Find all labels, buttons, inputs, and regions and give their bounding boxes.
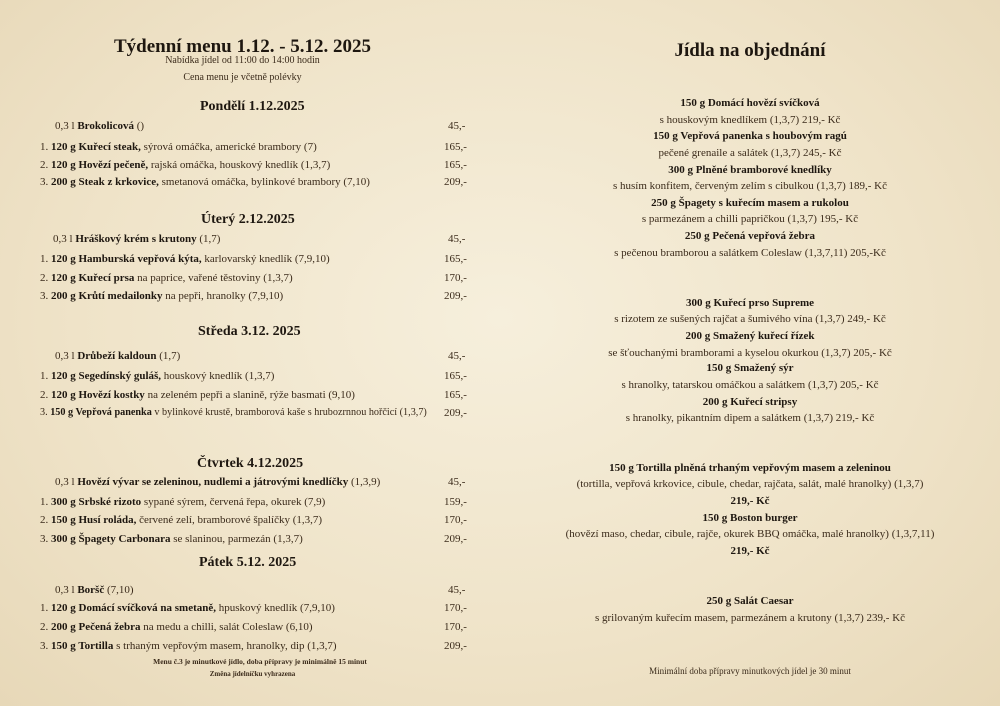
item-qty: 200 g: [51, 621, 79, 633]
dish-title: 219,- Kč: [730, 545, 770, 557]
item-description: na medu a chilli, salát Coleslaw (6,10): [140, 621, 313, 633]
dish-detail: s pečenou bramborou a salátkem Coleslaw (1,3,7,11) 205,-Kč: [614, 247, 886, 259]
menu-item: [40, 290, 283, 302]
soup-row: [55, 476, 380, 488]
item-name: Krůtí medailonky: [78, 290, 163, 302]
weekly-menu-title: Týdenní menu 1.12. - 5.12. 2025: [113, 36, 372, 57]
dish-title: 250 g Špagety s kuřecím masem a rukolou: [651, 197, 849, 209]
day-heading: Středa 3.12. 2025: [198, 324, 301, 339]
item-description: sypané sýrem, červená řepa, okurek (7,9): [141, 496, 326, 508]
menu-item: [40, 640, 337, 652]
item-price: 209,-: [444, 176, 467, 188]
dish-title: 150 g Domácí hovězí svíčková: [680, 97, 820, 109]
item-name: Tortilla: [78, 640, 114, 652]
menu-item: [40, 602, 335, 614]
item-description: hpuskový knedlík (7,9,10): [216, 602, 335, 614]
item-name: Steak z krkovice,: [78, 176, 159, 188]
item-price: 165,-: [444, 370, 467, 382]
soup-row: [53, 233, 220, 245]
item-number: 2.: [40, 621, 51, 633]
soup-name: Hovězí vývar se zeleninou, nudlemi a játrovými knedlíčky: [77, 476, 349, 488]
soup-qty: 0,3 l: [53, 233, 76, 245]
item-qty: 120 g: [51, 370, 79, 382]
minute-dish-note: Menu č.3 je minutkové jídlo, doba přípravy je minimálně 15 minut: [153, 657, 367, 666]
soup-name: Boršč: [77, 584, 105, 596]
item-name: Hovězí kostky: [78, 389, 145, 401]
day-heading: Úterý 2.12.2025: [201, 212, 295, 227]
soup-name: Brokolicová: [77, 120, 134, 132]
item-qty: 200 g: [51, 176, 79, 188]
dish-detail: s rizotem ze sušených rajčat a šumivého vína (1,3,7) 249,- Kč: [614, 313, 886, 325]
soup-allergens: (1,7): [156, 350, 181, 362]
item-qty: 120 g: [51, 159, 79, 171]
menu-item: [40, 159, 330, 171]
menu-item: [40, 253, 330, 265]
day-heading: Čtvrtek 4.12.2025: [197, 456, 304, 471]
item-price: 170,-: [444, 514, 467, 526]
item-number: 2.: [40, 159, 51, 171]
menu-item: [40, 141, 317, 153]
item-description: s trhaným vepřovým masem, hranolky, dip (1,3,7): [113, 640, 337, 652]
item-name: Pečená žebra: [78, 621, 141, 633]
item-price: 165,-: [444, 253, 467, 265]
item-number: 3.: [40, 640, 51, 652]
soup-row: [55, 120, 144, 132]
item-price: 209,-: [444, 407, 467, 419]
item-description: se slaninou, parmezán (1,3,7): [170, 533, 303, 545]
dish-title: 250 g Salát Caesar: [706, 595, 794, 607]
soup-name: Hráškový krém s krutony: [75, 233, 197, 245]
menu-item: [40, 533, 303, 545]
item-price: 170,-: [444, 621, 467, 633]
dish-title: 250 g Pečená vepřová žebra: [684, 230, 816, 242]
item-number: 1.: [40, 141, 51, 153]
soup-row: [55, 584, 134, 596]
soup-qty: 0,3 l: [55, 350, 78, 362]
item-price: 170,-: [444, 272, 467, 284]
item-qty: 150 g: [50, 407, 76, 418]
item-qty: 120 g: [51, 389, 79, 401]
soup-qty: 0,3 l: [55, 584, 78, 596]
item-description: smetanová omáčka, bylinkové brambory (7,10): [158, 176, 370, 188]
item-qty: 150 g: [51, 640, 79, 652]
menu-item: [40, 176, 370, 188]
dish-title: 219,- Kč: [730, 495, 770, 507]
soup-price: 45,-: [448, 476, 466, 488]
soup-price: 45,-: [448, 584, 466, 596]
item-description: rajská omáčka, houskový knedlík (1,3,7): [148, 159, 331, 171]
soup-row: [55, 350, 180, 362]
item-name: Srbské rizoto: [78, 496, 142, 508]
menu-item: [40, 272, 293, 284]
dish-title: 150 g Tortilla plněná trhaným vepřovým masem a zeleninou: [609, 462, 891, 474]
soup-price: 45,-: [448, 350, 466, 362]
item-description: na pepři, hranolky (7,9,10): [162, 290, 284, 302]
item-name: Segedínský guláš,: [78, 370, 162, 382]
item-description: houskový knedlík (1,3,7): [161, 370, 275, 382]
item-qty: 200 g: [51, 290, 79, 302]
soup-qty: 0,3 l: [55, 476, 78, 488]
item-number: 1.: [40, 602, 51, 614]
item-qty: 300 g: [51, 533, 79, 545]
item-name: Domácí svíčková na smetaně,: [78, 602, 216, 614]
dish-detail: pečené grenaile a salátek (1,3,7) 245,- Kč: [658, 147, 842, 159]
soup-allergens: (1,7): [196, 233, 221, 245]
item-number: 1.: [40, 496, 51, 508]
dish-title: 150 g Boston burger: [702, 512, 798, 524]
dish-title: 300 g Plněné bramborové knedlíky: [668, 164, 832, 176]
dish-title: 150 g Vepřová panenka s houbovým ragú: [653, 130, 847, 142]
order-prep-time-note: Minimální doba přípravy minutkových jídel je 30 minut: [649, 666, 851, 676]
soup-allergens: (1,3,9): [348, 476, 381, 488]
item-number: 1.: [40, 253, 51, 265]
dish-title: 200 g Smažený kuřecí řízek: [685, 330, 815, 342]
menu-item: [40, 407, 427, 418]
soup-qty: 0,3 l: [55, 120, 78, 132]
item-price: 209,-: [444, 640, 467, 652]
order-menu-title: Jídla na objednání: [674, 40, 826, 61]
day-heading: Pátek 5.12. 2025: [199, 555, 297, 570]
item-qty: 150 g: [51, 514, 79, 526]
dish-title: 200 g Kuřecí stripsy: [702, 396, 798, 408]
item-price: 209,-: [444, 290, 467, 302]
item-price: 170,-: [444, 602, 467, 614]
item-qty: 120 g: [51, 272, 79, 284]
item-price: 165,-: [444, 159, 467, 171]
item-number: 3.: [40, 533, 51, 545]
item-number: 3.: [40, 407, 51, 418]
item-name: Špagety Carbonara: [78, 533, 171, 545]
order-menu-page: [500, 0, 1000, 706]
dish-title: 150 g Smažený sýr: [706, 362, 794, 374]
dish-detail: s hranolky, tatarskou omáčkou a salátkem (1,3,7) 205,- Kč: [621, 379, 879, 391]
menu-item: [40, 389, 355, 401]
dish-detail: (hovězí maso, chedar, cibule, rajče, okurek BBQ omáčka, malé hranolky) (1,3,7,11): [565, 528, 935, 540]
dish-title: 300 g Kuřecí prso Supreme: [685, 297, 815, 309]
dish-detail: s hranolky, pikantním dipem a salátkem (1,3,7) 219,- Kč: [625, 412, 875, 424]
item-number: 3.: [40, 290, 51, 302]
menu-hours-subtitle: Nabídka jídel od 11:00 do 14:00 hodin: [165, 55, 320, 66]
item-number: 2.: [40, 272, 51, 284]
item-name: Hovězí pečeně,: [78, 159, 149, 171]
menu-item: [40, 621, 312, 633]
item-qty: 120 g: [51, 253, 79, 265]
dish-detail: s houskovým knedlíkem (1,3,7) 219,- Kč: [659, 114, 841, 126]
item-name: Vepřová panenka: [75, 407, 152, 418]
soup-price: 45,-: [448, 120, 466, 132]
item-description: na paprice, vařené těstoviny (1,3,7): [134, 272, 293, 284]
dish-detail: s grilovaným kuřecím masem, parmezánem a krutony (1,3,7) 239,- Kč: [594, 612, 906, 624]
soup-allergens: (7,10): [104, 584, 134, 596]
soup-price: 45,-: [448, 233, 466, 245]
item-number: 3.: [40, 176, 51, 188]
item-description: karlovarský knedlík (7,9,10): [201, 253, 330, 265]
menu-change-note: Změna jídelníčku vyhrazena: [209, 670, 296, 678]
item-qty: 120 g: [51, 141, 79, 153]
dish-detail: (tortilla, vepřová krkovice, cibule, chedar, rajčata, salát, malé hranolky) (1,3,7): [576, 478, 924, 490]
item-description: červené zelí, bramborové špalíčky (1,3,7): [136, 514, 323, 526]
menu-item: [40, 514, 322, 526]
item-name: Husí roláda,: [78, 514, 137, 526]
item-name: Kuřecí steak,: [78, 141, 141, 153]
item-name: Hamburská vepřová kýta,: [78, 253, 202, 265]
item-number: 2.: [40, 389, 51, 401]
menu-price-note: Cena menu je včetně polévky: [183, 72, 302, 83]
dish-detail: s husím konfitem, červeným zelím s cibulkou (1,3,7) 189,- Kč: [612, 180, 888, 192]
soup-name: Drůbeží kaldoun: [77, 350, 157, 362]
item-qty: 300 g: [51, 496, 79, 508]
item-qty: 120 g: [51, 602, 79, 614]
day-heading: Pondělí 1.12.2025: [200, 99, 305, 114]
item-name: Kuřecí prsa: [78, 272, 135, 284]
soup-allergens: (): [133, 120, 145, 132]
item-description: v bylinkové krustě, bramborová kaše s hrubozrnnou hořčicí (1,3,7): [151, 407, 427, 418]
item-price: 165,-: [444, 141, 467, 153]
dish-detail: se šťouchanými bramborami a kyselou okurkou (1,3,7) 205,- Kč: [608, 347, 892, 359]
item-price: 159,-: [444, 496, 467, 508]
item-number: 1.: [40, 370, 51, 382]
menu-item: [40, 370, 274, 382]
item-number: 2.: [40, 514, 51, 526]
menu-item: [40, 496, 325, 508]
item-price: 209,-: [444, 533, 467, 545]
item-description: na zeleném pepři a slanině, rýže basmati (9,10): [144, 389, 355, 401]
dish-detail: s parmezánem a chilli papričkou (1,3,7) 195,- Kč: [641, 213, 859, 225]
item-price: 165,-: [444, 389, 467, 401]
item-description: sýrová omáčka, americké brambory (7): [140, 141, 317, 153]
